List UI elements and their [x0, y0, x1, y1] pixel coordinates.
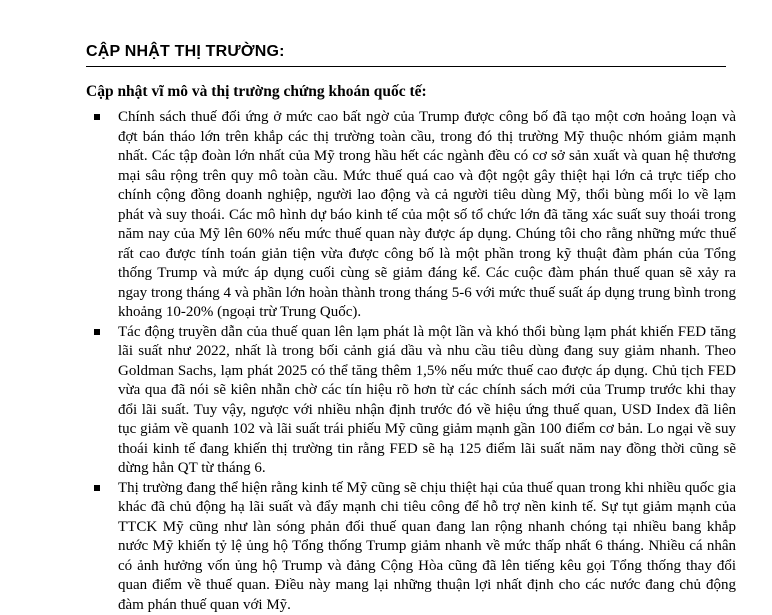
bullet-item [86, 323, 736, 479]
square-bullet-icon [94, 114, 100, 120]
bullet-text: Chính sách thuế đối ứng ở mức cao bất ngờ của Trump được công bố đã tạo một cơn hoảng loạn và đợt bán tháo lớn trên khắp các thị trường toàn cầu, trong đó thị trường Mỹ thuộc nhóm giảm mạnh nhất. Các tập đoàn lớn nhất của Mỹ trong hầu hết các ngành đều có cơ sở sản xuất và quan hệ thương mại sâu rộng trên quy mô toàn cầu. Mức thuế quá cao và đột ngột gây thiệt hại lớn cả trực tiếp cho chính cộng đồng doanh nghiệp, người lao động và cả người tiêu dùng Mỹ, thổi bùng mối lo về lạm phát và suy thoái. Các mô hình dự báo kinh tế của một số tổ chức lớn đã tăng xác suất suy thoái trong năm nay của Mỹ lên 60% nếu mức thuế quan này được áp dụng. Chúng tôi cho rằng những mức thuế rất cao được tính toán giản tiện vừa được công bố là một phần trong kỹ thuật đàm phán của Tổng thống Trump và mức áp dụng cuối cùng sẽ giảm đáng kể. Các cuộc đàm phán thuế quan sẽ xảy ra ngay trong tháng 4 và phần lớn hoàn thành trong tháng 5-6 với mức thuế suất áp dụng trung bình trong khoảng 10-20% (ngoại trừ Trung Quốc). [118, 109, 736, 320]
square-bullet-icon [94, 485, 100, 491]
bullet-text: Tác động truyền dẫn của thuế quan lên lạm phát là một lần và khó thổi bùng lạm phát khiến FED tăng lãi suất như 2022, nhất là trong bối cảnh giá dầu và nhu cầu tiêu dùng đang suy giảm nhanh. Theo Goldman Sachs, lạm phát 2025 có thể tăng thêm 1,5% nếu mức thuế cao được áp dụng. Chủ tịch FED vừa qua đã nói sẽ kiên nhẫn chờ các tín hiệu rõ hơn từ các chính sách mới của Trump trước khi thay đổi lãi suất. Tuy vậy, ngược với nhiều nhận định trước đó về hiệu ứng thuế quan, USD Index đã liên tục giảm về quanh 102 và lãi suất trái phiếu Mỹ cũng giảm mạnh gần 100 điểm cơ bản. Lo ngại về suy thoái kinh tế đang khiến thị trường tin rằng FED sẽ hạ 125 điểm lãi suất năm nay đồng thời cũng sẽ dừng hẳn QT từ tháng 6. [118, 324, 736, 477]
subtitle: Cập nhật vĩ mô và thị trường chứng khoán quốc tế: [86, 82, 427, 102]
bullet-list [86, 108, 736, 615]
bullet-text: Thị trường đang thể hiện rằng kinh tế Mỹ cũng sẽ chịu thiệt hại của thuế quan trong khi nhiều quốc gia khác đã chủ động hạ lãi suất và đẩy mạnh chi tiêu công để hỗ trợ nền kinh tế. Sự tụt giảm mạnh của TTCK Mỹ cũng như làn sóng phản đối thuế quan đang lan rộng nhanh chóng tại nhiều bang khắp nước Mỹ khiến tỷ lệ ủng hộ Tổng thống Trump giảm nhanh về mức thấp nhất 6 tháng. Nhiều cá nhân có ảnh hưởng vốn ủng hộ Trump và đảng Cộng Hòa cũng đã lên tiếng kêu gọi Tổng thống thay đổi quan điểm về thuế quan. Điều này mang lại những thuận lợi nhất định cho các nước đang chủ động đàm phán thuế quan với Mỹ. [118, 480, 736, 613]
section-title: CẬP NHẬT THỊ TRƯỜNG: [86, 42, 726, 67]
bullet-item [86, 479, 736, 615]
square-bullet-icon [94, 329, 100, 335]
bullet-item [86, 108, 736, 323]
